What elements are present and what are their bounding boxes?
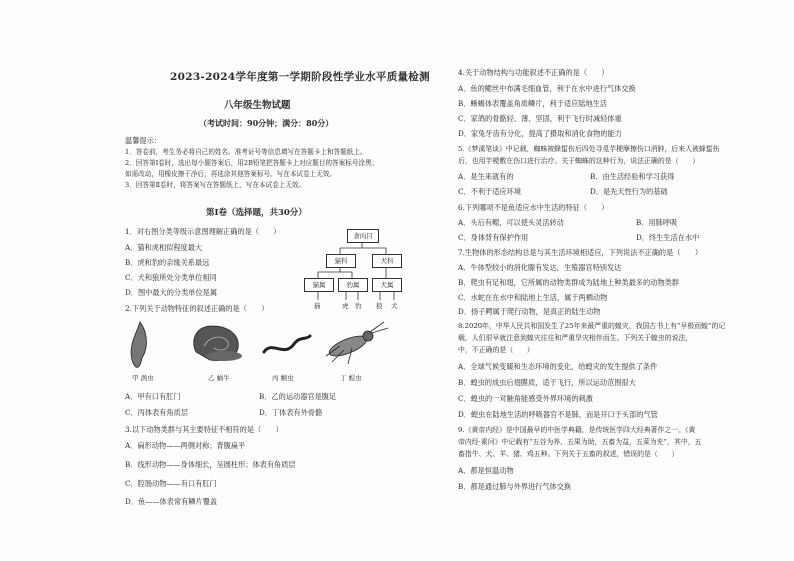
q5-option-c: C．不利于适应环境 <box>458 187 522 196</box>
caption-snail: 乙 蜗牛 <box>208 374 230 382</box>
exam-subject: 八年级生物试题 <box>224 100 291 111</box>
q5-option-b: B．由生活经验和学习获得 <box>590 172 675 181</box>
flatworm-illustration <box>131 322 146 367</box>
grasshopper-illustration <box>326 322 388 364</box>
q8-option-b: B．蝗虫的成虫后翅膜质，适于飞行，所以运动范围很大 <box>458 378 636 387</box>
q1-stem: 1．对右图分类等级示意图理解正确的是（ ） <box>125 227 281 236</box>
q3-option-b: B．线形动物——身体细长，呈圆柱形；体表有角质层 <box>125 460 296 469</box>
q4-option-c: C．家鸽的骨骼轻、薄、坚固，利于飞行时减轻体重 <box>458 114 622 123</box>
animal-label: 猫 <box>314 302 321 310</box>
q8-stem-2: 载，人们很早就注意到蝗灾往往和严重旱灾相伴而生。下列关于蝗虫的说法， <box>458 334 693 342</box>
q8-option-c: C．蝗虫的一对触角能感受外界环境的刺激 <box>458 394 593 403</box>
roundworm-illustration <box>264 336 310 352</box>
q1-option-b: B．虎和豹的亲缘关系最远 <box>125 258 210 267</box>
genus-box-panthera: 豹属 <box>338 278 368 292</box>
order-box: 食肉目 <box>347 229 379 243</box>
q2-stem: 2.下列关于动物特征的叙述正确的是（ ） <box>125 304 269 313</box>
q3-option-d: D．鱼——体表常有鳞片覆盖 <box>125 497 218 506</box>
genus-box-cat: 猫属 <box>304 278 334 292</box>
caption-grasshopper: 丁 蝗虫 <box>340 374 362 382</box>
q8-option-d: D．蝗虫在陆地生活的呼吸器官不是肺，而是开口于头部的气管 <box>458 410 658 419</box>
q9-option-a: A．都是恒温动物 <box>458 466 514 475</box>
q4-option-a: A．鱼的鳃丝中布满毛细血管，利于在水中进行气体交换 <box>458 84 636 93</box>
q2-option-a: A．甲有口有肛门 <box>125 392 181 401</box>
q2-option-b: B．乙的运动器官是腹足 <box>259 392 337 401</box>
q6-stem: 6.下列哪项不是鱼适应水中生活的特征（ ） <box>458 203 609 212</box>
animal-label: 犬 <box>391 302 398 310</box>
q7-option-b: B．爬虫有足和翅，它所属的动物类群成为陆地上种类最多的动物类群 <box>458 278 679 287</box>
q4-stem: 4.关于动物结构与功能叙述不正确的是（ ） <box>458 68 609 77</box>
q1-option-a: A．猫和虎相似程度最大 <box>125 243 203 252</box>
q5-stem: 5.《梦溪笔谈》中记载，蜘蛛被蜂蜇伤后四处寻觅芋梗摩擦伤口消肿，后来人被蜂蜇伤 <box>458 145 720 153</box>
q9-stem: 9.《黄帝内经》是中国最早的中医学典籍，是传统医学四大经典著作之一。《黄 <box>458 426 696 434</box>
q3-stem: 3.以下动物类群与其主要特征不相符的是（ ） <box>125 425 283 434</box>
family-box-cat: 猫科 <box>326 254 356 268</box>
q6-option-d: D．终生生活在水中 <box>636 233 700 242</box>
q8-stem-3: 中，不正确的是（ ） <box>458 346 534 354</box>
q5-option-a: A．是生来就有的 <box>458 172 514 181</box>
exam-info: （考试时间：90分钟；满分：80分） <box>199 118 334 128</box>
animal-label: 豹 <box>355 302 362 310</box>
q3-option-c: C．腔肠动物——有口有肛门 <box>125 479 217 488</box>
instruction-line: 3．回答第Ⅱ卷时，将答案写在答题纸上，写在本试卷上无效。 <box>125 181 306 189</box>
q8-option-a: A．全球气候变暖和生态环境的变化，给蝗灾的发生提供了条件 <box>458 362 658 371</box>
q9-stem-3: 畜指牛、犬、羊、猪、鸡五种。下列关于五畜的叙述，错误的是（ ） <box>458 450 679 458</box>
q3-option-a: A．扁形动物——两侧对称；背腹扁平 <box>125 441 246 450</box>
instruction-line: 2．回答第Ⅰ卷时，选出每小题答案后，用2B铅笔把答题卡上对应题目的答案标号涂黑； <box>125 159 379 167</box>
q7-option-d: D．扬子鳄属于爬行动物，是真正的陆生动物 <box>458 307 601 316</box>
q1-option-d: D．图中最大的分类单位是属 <box>125 288 218 297</box>
exam-title: 2023-2024学年度第一学期阶段性学业水平质量检测 <box>170 71 430 83</box>
genus-box-canis: 犬属 <box>372 278 402 292</box>
q7-option-c: C．水蛇在在水中和陆地上生活，属于两栖动物 <box>458 293 608 302</box>
instruction-line: 如需改动，用橡皮擦干净后，再选涂其他答案标号。写在本试卷上无效。 <box>125 170 336 178</box>
q7-option-a: A．牛体型较小的消化腺有发达，生殖器官特别发达 <box>458 263 622 272</box>
family-box-dog: 犬科 <box>372 254 402 268</box>
q6-option-a: A．头后有鳃，可以使头灵活转动 <box>458 218 564 227</box>
animal-label: 狼 <box>376 302 383 310</box>
q6-option-b: B．用肺呼吸 <box>636 218 678 227</box>
caption-flatworm: 甲 涡虫 <box>132 374 154 382</box>
q1-option-c: C．犬和狼所处分类单位相同 <box>125 273 217 282</box>
q4-option-b: B．蜥蜴体表覆盖角质鳞片，利于适应陆地生活 <box>458 99 608 108</box>
q2-option-d: D．丁体表有外骨骼 <box>259 408 323 417</box>
q8-stem: 8.2020年，中华人民共和国发生了25年来最严重的蝗灾，我国古书上有“早极而蝗”的记 <box>458 322 726 330</box>
q2-option-c: C．丙体表有角质层 <box>125 408 189 417</box>
q7-stem: 7.生物体的形态结构总是与其生活环境相适应，下列说法不正确的是（ ） <box>458 248 703 257</box>
q4-option-d: D．家兔牙齿有分化，提高了摄取和消化食物的能力 <box>458 129 622 138</box>
instructions-heading: 温馨提示： <box>125 136 161 145</box>
caption-roundworm: 丙 蛔虫 <box>272 374 294 382</box>
animal-label: 虎 <box>342 302 349 310</box>
q9-stem-2: 帝内经·素问》中记载有“五谷为养，五果为助，五畜为益，五菜为充”，其中，五 <box>458 438 702 446</box>
q6-option-c: C．身体背有保护作用 <box>458 233 529 242</box>
q5-option-d: D．是先天性行为的基础 <box>590 187 668 196</box>
instruction-line: 1．答卷前，考生务必将自己的姓名、准考证号等信息填写在答题卡上和答题纸上。 <box>125 148 367 156</box>
section1-heading: 第Ⅰ卷（选择题，共30分） <box>206 208 307 218</box>
q5-stem-2: 后，也用芋梗敷在伤口进行治疗。关于蜘蛛的这种行为，说法正确的是（ ） <box>458 157 700 165</box>
snail-illustration <box>194 326 242 361</box>
q9-option-b: B．都是通过肺与外界进行气体交换 <box>458 482 572 491</box>
